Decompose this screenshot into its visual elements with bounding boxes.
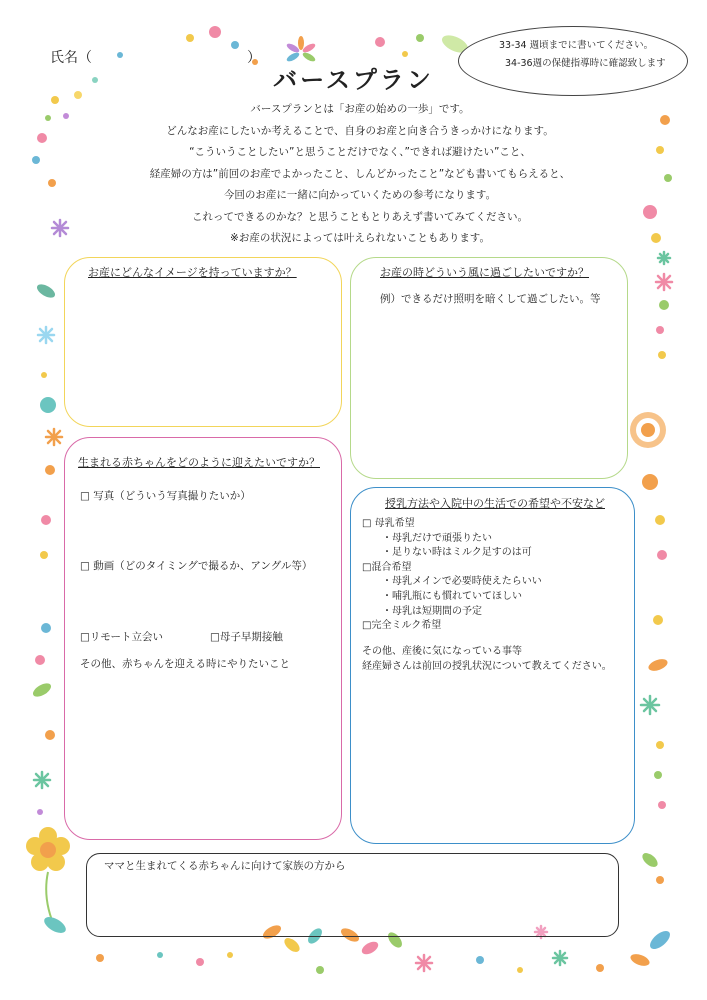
page-title: バースプラン (273, 66, 434, 94)
dots-bottom (96, 952, 604, 974)
bubble-line-1: 33-34 週頃までに書いてください。 (499, 40, 654, 51)
intro-line: バースプランとは「お産の始めの一歩」です。 (250, 103, 470, 115)
mixed-option[interactable]: □混合希望 (362, 561, 412, 573)
list-item: ・母乳だけで頑張りたい (382, 532, 492, 544)
formula-option[interactable]: □完全ミルク希望 (362, 620, 442, 632)
welcome-baby-title: 生まれる赤ちゃんをどのように迎えたいですか？ (78, 456, 320, 469)
feeding-note-2: 経産婦さんは前回の授乳状況について教えてください。 (362, 660, 612, 672)
feeding-title: 授乳方法や入院中の生活での希望や不安など (385, 497, 605, 510)
flower-bottom-left (26, 827, 70, 930)
labor-wishes-title: お産の時どういう風に過ごしたいですか？ (380, 266, 589, 279)
flower-right (630, 412, 666, 448)
intro-line: 経産婦の方は”前回のお産でよかったこと、しんどかったこと”なども書いてもらえると、 (149, 167, 571, 180)
video-option[interactable]: □ 動画（どのタイミングで撮るか、アングル等） (80, 560, 313, 572)
list-item: ・母乳メインで必要時使えたらいい (382, 576, 542, 588)
birth-image-box[interactable] (64, 257, 342, 427)
name-label: 氏名（ (50, 50, 92, 66)
list-item: ・哺乳瓶にも慣れていてほしい (382, 590, 522, 602)
intro-line: 今回のお産に一緒に向かっていくための参考になります。 (223, 189, 497, 201)
feeding-note-1: その他、産後に気になっている事等 (362, 646, 522, 657)
intro-line: どんなお産にしたいか考えることで、自身のお産と向き合うきっかけになります。 (166, 124, 554, 137)
intro-text (60, 99, 660, 250)
intro-line: “こういうことしたい”と思うことだけでなく、”できれば避けたい”こと、 (189, 146, 531, 158)
name-close: ） (247, 50, 261, 66)
skin-contact-option[interactable]: □母子早期接触 (210, 631, 283, 643)
birth-image-title: お産にどんなイメージを持っていますか？ (88, 266, 297, 279)
deadline-bubble (458, 26, 688, 96)
breastmilk-option[interactable]: □ 母乳希望 (362, 518, 415, 529)
family-message-title: ママと生まれてくる赤ちゃんに向けて家族の方から (104, 860, 346, 872)
photo-option[interactable]: □ 写真（どういう写真撮りたいか） (80, 490, 251, 502)
remote-attendance-option[interactable]: □リモート立会い (80, 631, 164, 643)
labor-wishes-example: 例）できるだけ照明を暗くして過ごしたい。等 (380, 293, 601, 305)
welcome-other: その他、赤ちゃんを迎える時にやりたいこと (80, 658, 290, 670)
intro-line: これってできるのかな？と思うこともとりあえず書いてみてください。 (192, 210, 528, 223)
intro-line: ※お産の状況によっては叶えられないこともあります。 (230, 232, 490, 244)
feeding-notes (362, 645, 612, 674)
bubble-line-2: 34-36週の保健指導時に確認致します (505, 58, 666, 69)
list-item: ・足りない時はミルク足すのは可 (382, 547, 532, 559)
feeding-options (362, 517, 542, 634)
list-item: ・母乳は短期間の予定 (382, 605, 482, 617)
